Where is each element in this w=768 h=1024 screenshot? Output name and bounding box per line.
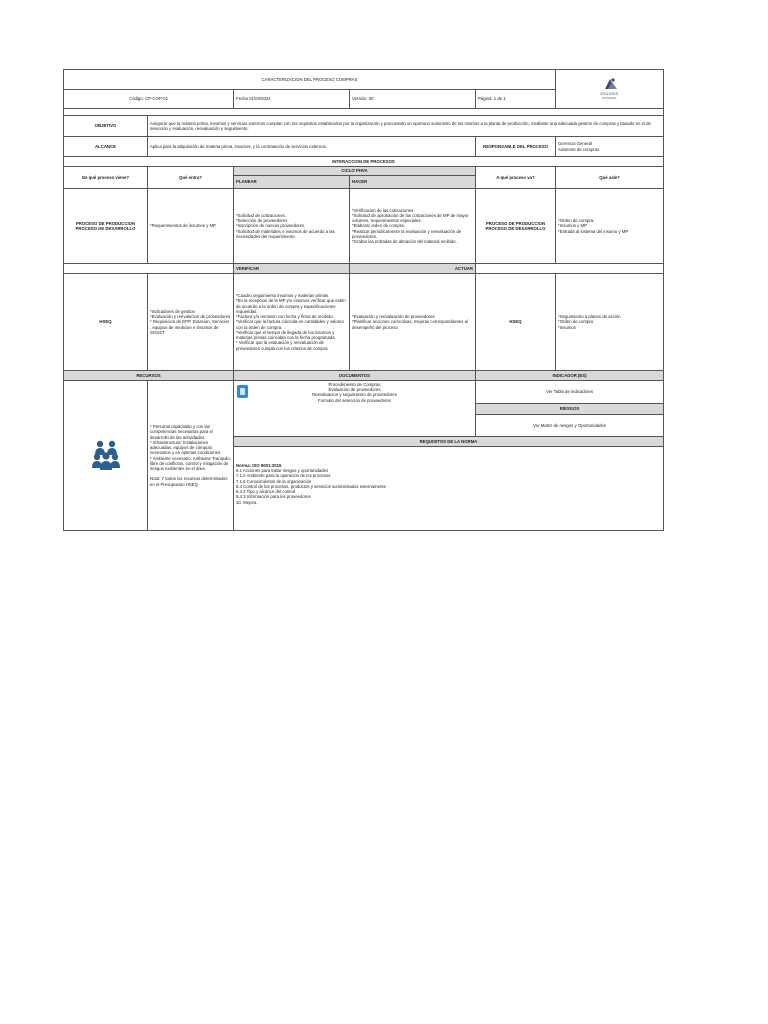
col-sale: Qué sale? [556,167,664,189]
row1-planear: *Solicitud de cotizaciones. *Selección de proveedores *Inscripción de nuevos proveedores. *Solicitud de materiales e insumos de acuerdo a las necesidades del requerimiento. [234,189,350,264]
norma-text: 6.1 Acciones para tratar riesgos y oportunidades 7.1.2 Ambiente para la operación de los procesos 7.1.6 Conocimientos de la organización 8.4 Control de los procesos, productos y servicios suministrados externamente 8.4.2 Tipo y alcance del control 8.4.3 Información para los proveedores 10. Mejora. [236,468,386,505]
interaccion-title: INTERACCION DE PROCESOS [64,157,664,167]
alcance-text: Aplica para la adquisición de materia prima, insumos, y la contratación de servicios externos. [148,137,476,157]
col-viene: De qué proceso viene? [64,167,148,189]
responsable-text: Gerencia General Asistente de compras [556,137,664,157]
ciclo-phva: CICLO PHVA [234,167,476,176]
version-field: Versión: 00 [350,90,476,109]
indicador-title: INDICADOR (ES) [476,371,664,381]
document-title: CARACTERIZACION DEL PROCESO COMPRAS [64,70,556,90]
row2-viene: HSEQ [64,274,148,371]
codigo-field: Código: CP-COP-01 [64,90,234,109]
people-group-icon [91,437,121,473]
logo-text: MOLINOS [600,92,619,97]
row1-entra: *Requerimientos de insumos y MP [148,189,234,264]
row1-hacer: *Verificacion de las cotizaciones *Solicitud de aprobación de las cotizaciones de MP de mayor volumen, requerimientos especiales. *Elaborar orden de compra. *Realizar periódicamente la evaluación y reevaluación de proveedores. *Grabar las entradas de almación del material recibido. [350,189,476,264]
row1-viene: PROCESO DE PRODUCCION PROCESO DE DESARROLLO [64,189,148,264]
recursos-title: RECURSOS [64,371,234,381]
col-hacer: HACER [350,176,476,189]
company-logo-icon [601,77,619,91]
pagina-field: Página: 1 de 1 [476,90,556,109]
col-entra: Qué entra? [148,167,234,189]
documentos-title: DOCUMENTOS [234,371,476,381]
verificar-spacer-right [476,264,664,274]
col-planear: PLANEAR [234,176,350,189]
objetivo-text: Asegurar que la materia prima, insumos y servicios externos cumplan con los requisitos establecidos por la organización y procurando un oportuno suministro de los mismos a la planta de producción, mediante una adecuada gestión de compras y basado en el de selección y evaluación, reevaluación y seguimiento. [148,116,664,137]
norma-cell [234,447,664,531]
responsable-label: RESPONSABLE DEL PROCESO [476,137,556,157]
col-verificar: VERIFICAR [234,264,350,274]
riesgos-text: Ver Matriz de riesgos y Oportunidades [476,415,664,437]
row2-verificar: *Cuadro seguimiento insumos y materias primas *En la recepcion de la MP y/o insumos verificar que estén de acuerdo a la orden de compra y especificaciones requeridas. *Factura y/o remision con fecha y firma de recibido *Verificar que la factura coincida en cantidades y valores con la orden de compra. *Verificar que el tiempo de llegada de los insumos y materias primas coincidan con la fecha programada * Verificar que la evaluación y reevaluación de proveedores cumpla con los criterios de compra. [234,274,350,371]
spacer-row [64,109,664,116]
verificar-spacer-left [64,264,234,274]
norma-title: REQUISITOS DE LA NORMA [234,437,664,447]
process-characterization-sheet [63,69,663,550]
recursos-icon-cell [64,381,148,531]
row2-va: HSEQ [476,274,556,371]
col-va: A qué proceso va? [476,167,556,189]
row1-va: PROCESO DE PRODUCCION PROCESO DE DESARROLLO [476,189,556,264]
row1-sale: *Orden de compra. *Insumos y MP *Entrada al sistema del insumo y MP [556,189,664,264]
logo-cell [556,70,664,109]
document-icon [237,385,248,398]
document-table [63,69,664,531]
documentos-cell [234,381,476,437]
logo-subtext: NATIONAL [602,95,617,100]
fecha-field: Fecha 01/03/2024 [234,90,350,109]
objetivo-label: OBJETIVO [64,116,148,137]
row2-entra: *Indicadores de gestion *Evaluación y reevalucion de proveedores * Requisicion de EPP, Dotacion, Servicios , equipos de medicion e insumos de SGSST [148,274,234,371]
riesgos-title: RIESGOS [476,404,664,415]
col-actuar: ACTUAR [350,264,476,274]
norma-head: Norma: ISO 9001:2015 [236,463,282,468]
documentos-text: Procedimiento de Compras Evaluacion de proveedores Reevaluacion y seguimiento de proveedores Formato del selección de proveedores [312,382,397,403]
row2-sale: *Seguimiento a planes de acción *Orden de compra *Insumos [556,274,664,371]
recursos-text: * Personal capacitado y con las competencias necesarias para el desarrollo de las actividades. * Infraestructura: Instalaciones adecuadas, equipos de cómputo necesarios y en óptimas condiciones. * Ambiente necesario: Ambiente Tranquilo, libre de conflictos, control y mitigación de riesgos existentes en el área. Nota: Y todos los recursos determinados en el Presupuesto HSEQ [148,381,234,531]
alcance-label: ALCANCE [64,137,148,157]
indicador-text: Ver Tabla de indicadores [476,381,664,404]
row2-actuar: *Evaluación y reevaluación de proveedores *Planificar acciones correctivas, mejoras correspondientes al desempeño del proceso [350,274,476,371]
